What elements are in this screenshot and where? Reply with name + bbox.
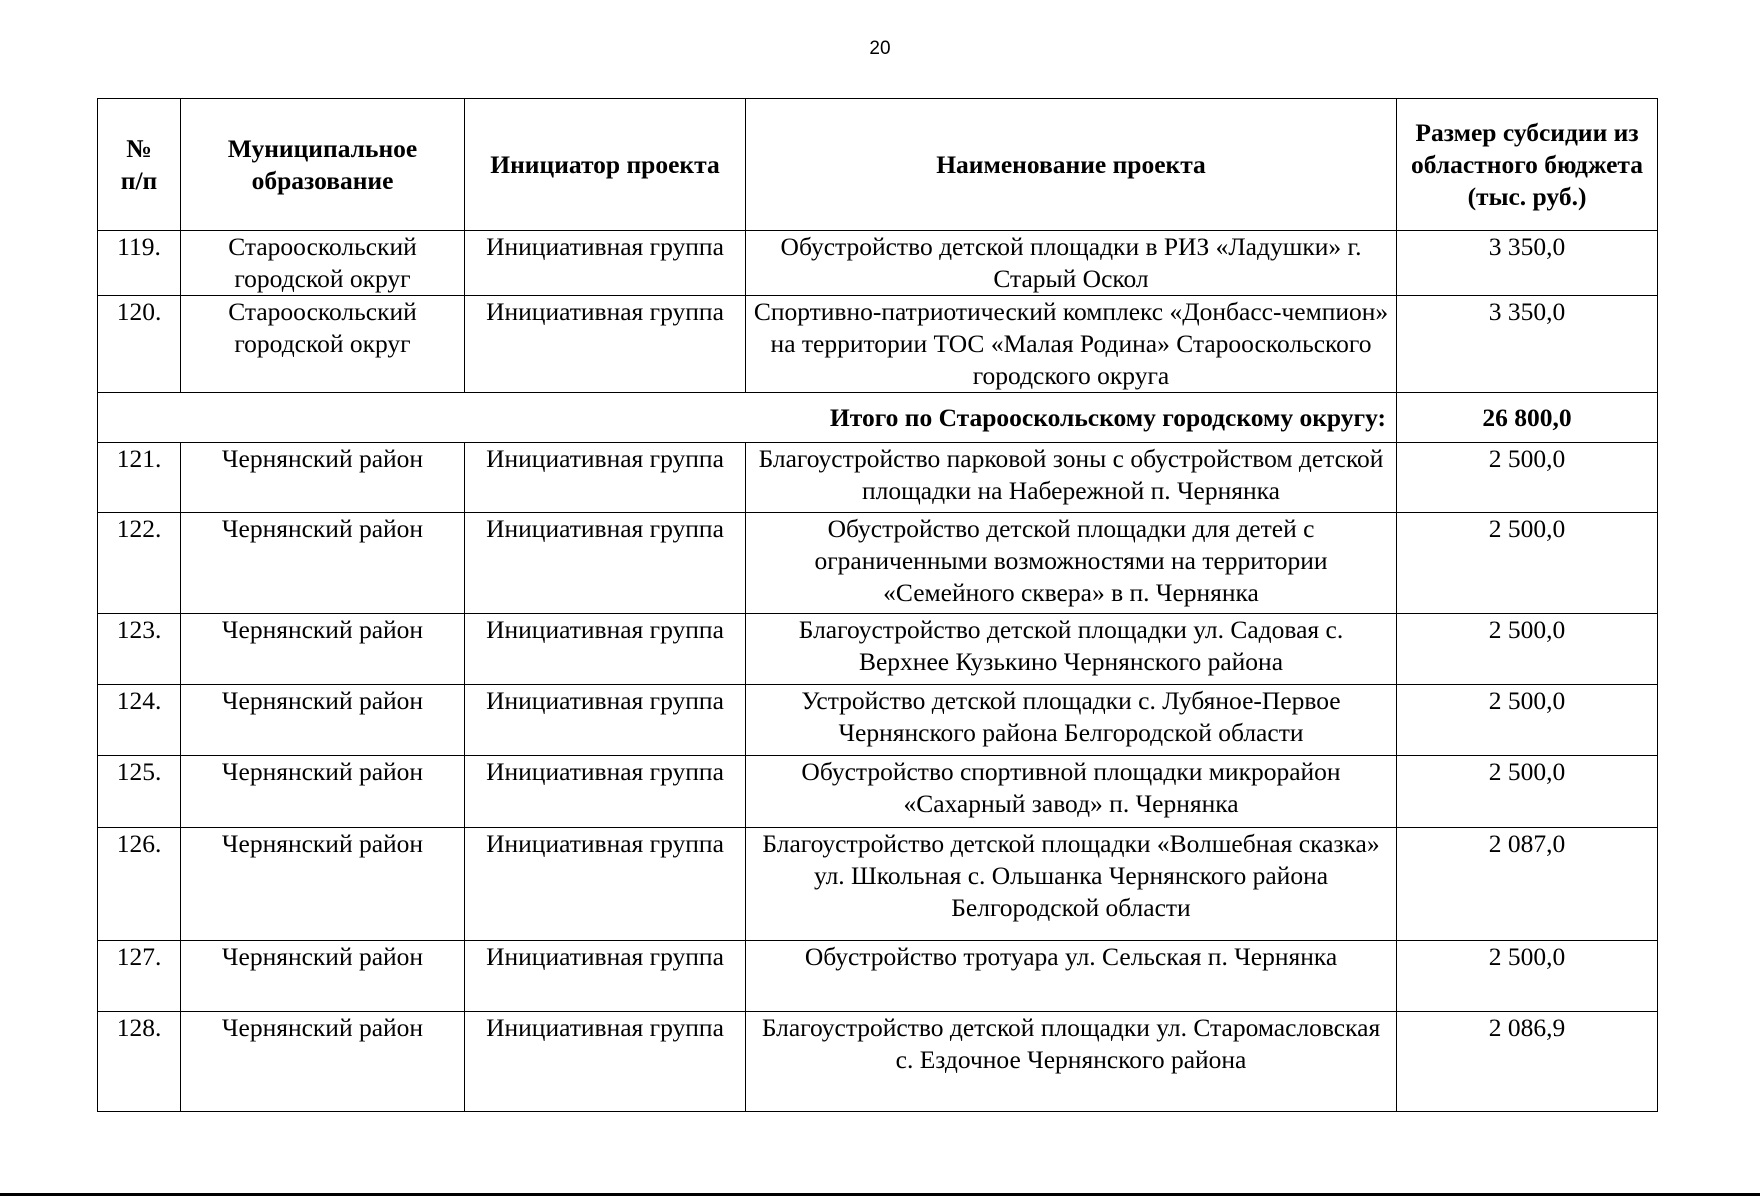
cell-num: 128. [98,1012,181,1112]
cell-amount: 2 087,0 [1397,828,1658,941]
table-row [98,231,1658,296]
total-amount: 26 800,0 [1397,393,1658,443]
cell-initiator: Инициативная группа [465,756,746,828]
cell-project: Обустройство тротуара ул. Сельская п. Чернянка [746,941,1397,1012]
cell-initiator: Инициативная группа [465,828,746,941]
table-row [98,443,1658,513]
cell-municipality: Чернянский район [181,828,465,941]
table-row [98,513,1658,614]
cell-amount: 2 500,0 [1397,443,1658,513]
cell-initiator: Инициативная группа [465,443,746,513]
total-row [98,393,1658,443]
cell-municipality: Чернянский район [181,614,465,685]
cell-amount: 2 500,0 [1397,941,1658,1012]
cell-num: 119. [98,231,181,296]
table-header-row [98,99,1658,231]
cell-project: Спортивно-патриотический комплекс «Донбасс-чемпион» на территории ТОС «Малая Родина» Старооскольского городского округа [746,296,1397,393]
cell-municipality: Старооскольский городской округ [181,231,465,296]
cell-municipality: Чернянский район [181,941,465,1012]
header-subsidy: Размер субсидии из областного бюджета (тыс. руб.) [1397,99,1658,231]
cell-initiator: Инициативная группа [465,1012,746,1112]
cell-municipality: Старооскольский городской округ [181,296,465,393]
header-municipality: Муниципальное образование [181,99,465,231]
table-row [98,614,1658,685]
header-initiator: Инициатор проекта [465,99,746,231]
footer-rule [0,1193,1760,1196]
cell-num: 124. [98,685,181,756]
cell-municipality: Чернянский район [181,1012,465,1112]
cell-num: 120. [98,296,181,393]
cell-initiator: Инициативная группа [465,941,746,1012]
cell-amount: 2 086,9 [1397,1012,1658,1112]
cell-project: Благоустройство детской площадки «Волшебная сказка» ул. Школьная с. Ольшанка Чернянского района Белгородской области [746,828,1397,941]
subsidy-table [97,98,1658,1112]
table-row [98,756,1658,828]
cell-municipality: Чернянский район [181,685,465,756]
cell-project: Обустройство детской площадки в РИЗ «Ладушки» г. Старый Оскол [746,231,1397,296]
cell-initiator: Инициативная группа [465,231,746,296]
cell-initiator: Инициативная группа [465,296,746,393]
header-project: Наименование проекта [746,99,1397,231]
cell-amount: 3 350,0 [1397,231,1658,296]
cell-amount: 2 500,0 [1397,513,1658,614]
cell-amount: 3 350,0 [1397,296,1658,393]
total-label: Итого по Старооскольскому городскому округу: [98,393,1397,443]
cell-amount: 2 500,0 [1397,756,1658,828]
cell-amount: 2 500,0 [1397,614,1658,685]
cell-initiator: Инициативная группа [465,513,746,614]
cell-num: 125. [98,756,181,828]
cell-municipality: Чернянский район [181,756,465,828]
cell-project: Благоустройство парковой зоны с обустройством детской площадки на Набережной п. Чернянка [746,443,1397,513]
cell-project: Благоустройство детской площадки ул. Старомасловская с. Ездочное Чернянского района [746,1012,1397,1112]
cell-amount: 2 500,0 [1397,685,1658,756]
cell-project: Обустройство детской площадки для детей с ограниченными возможностями на территории «Семейного сквера» в п. Чернянка [746,513,1397,614]
cell-num: 127. [98,941,181,1012]
cell-num: 123. [98,614,181,685]
cell-municipality: Чернянский район [181,513,465,614]
cell-project: Благоустройство детской площадки ул. Садовая с. Верхнее Кузькино Чернянского района [746,614,1397,685]
table-row [98,1012,1658,1112]
cell-num: 126. [98,828,181,941]
cell-initiator: Инициативная группа [465,614,746,685]
cell-initiator: Инициативная группа [465,685,746,756]
table-row [98,296,1658,393]
cell-project: Обустройство спортивной площадки микрорайон «Сахарный завод» п. Чернянка [746,756,1397,828]
cell-project: Устройство детской площадки с. Лубяное-Первое Чернянского района Белгородской области [746,685,1397,756]
page-number: 20 [869,38,891,59]
table-row [98,941,1658,1012]
header-num: № п/п [98,99,181,231]
table-row [98,685,1658,756]
cell-num: 121. [98,443,181,513]
cell-num: 122. [98,513,181,614]
cell-municipality: Чернянский район [181,443,465,513]
table-row [98,828,1658,941]
